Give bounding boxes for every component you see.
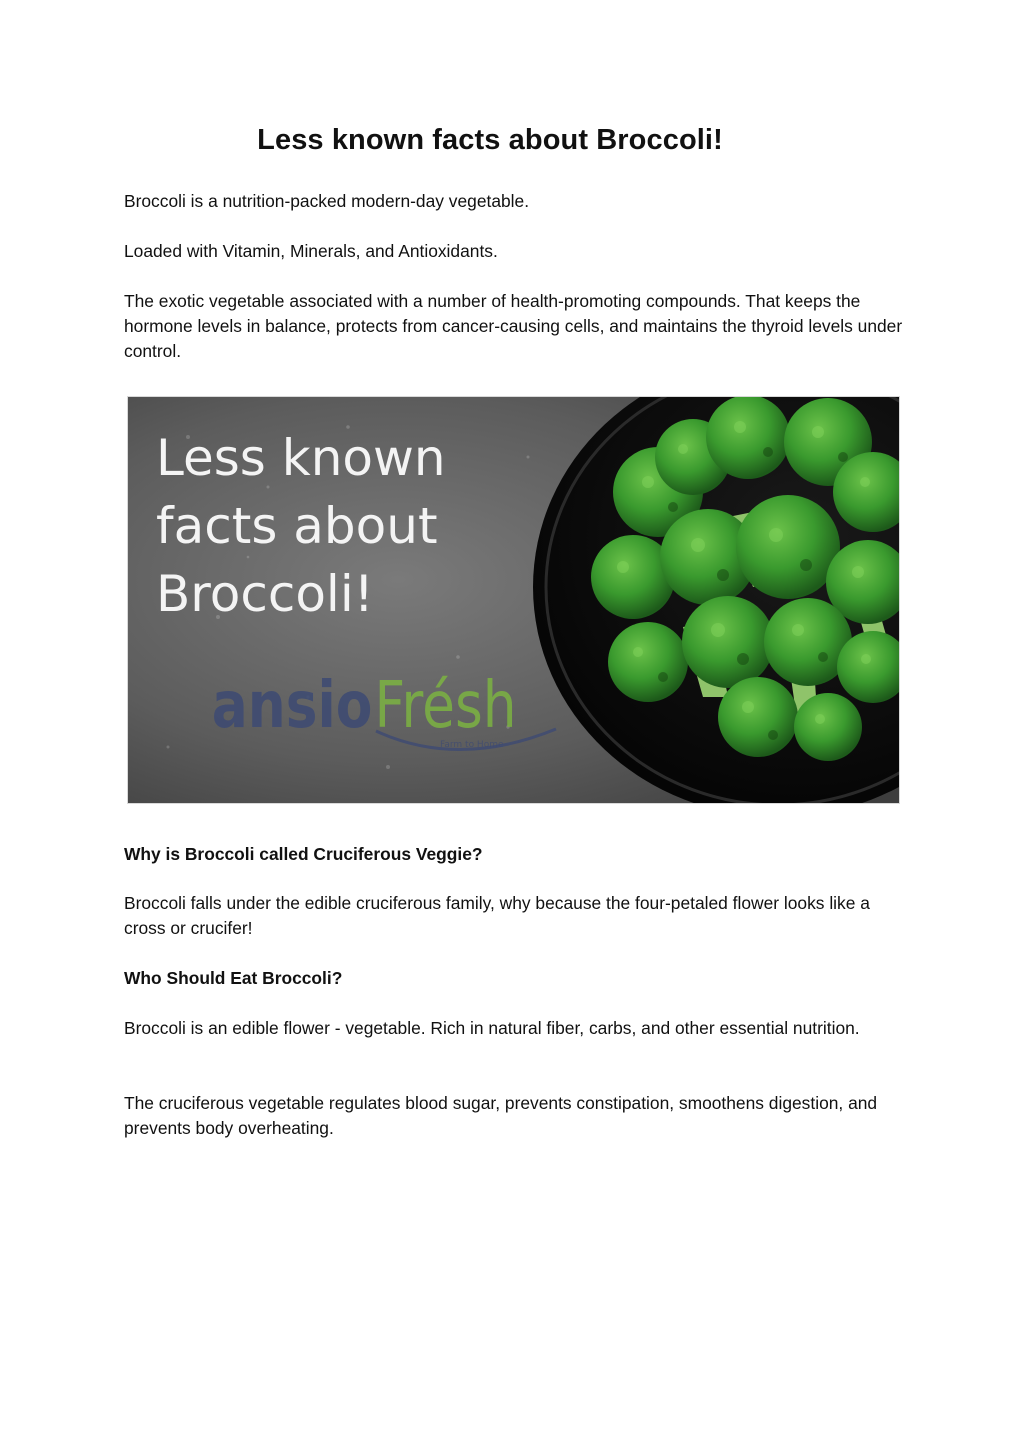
section-paragraph-who-should-eat-2: The cruciferous vegetable regulates blood sugar, prevents constipation, smoothens digestion, and prevents body overheating.	[124, 1093, 878, 1138]
page-title: Less known facts about Broccoli!	[257, 124, 723, 156]
logo-tagline: Farm to Home	[440, 740, 504, 750]
section-heading-who-should-eat: Who Should Eat Broccoli?	[124, 968, 343, 988]
hero-headline-line-2: facts about	[156, 497, 438, 555]
hero-headline-line-3: Broccoli!	[156, 565, 374, 623]
logo-part-ansio: ansio	[211, 667, 373, 743]
section-paragraph-who-should-eat-1: Broccoli is an edible flower - vegetable. Rich in natural fiber, carbs, and other essential nutrition.	[124, 1018, 860, 1038]
section-heading-cruciferous: Why is Broccoli called Cruciferous Veggie?	[124, 844, 483, 864]
ansio-fresh-logo	[212, 667, 556, 750]
logo-part-fresh: Frésh	[374, 667, 517, 743]
hero-image	[127, 396, 900, 804]
hero-image-graphic	[128, 397, 899, 803]
hero-headline-line-1: Less known	[156, 429, 446, 487]
section-paragraph-cruciferous: Broccoli falls under the edible cruciferous family, why because the four-petaled flower looks like a cross or crucifer!	[124, 893, 870, 938]
intro-paragraph-3: The exotic vegetable associated with a number of health-promoting compounds. That keeps the hormone levels in balance, protects from cancer-causing cells, and maintains the thyroid levels under control.	[124, 291, 903, 361]
intro-paragraph-1: Broccoli is a nutrition-packed modern-day vegetable.	[124, 191, 530, 211]
intro-paragraph-2: Loaded with Vitamin, Minerals, and Antioxidants.	[124, 241, 498, 261]
